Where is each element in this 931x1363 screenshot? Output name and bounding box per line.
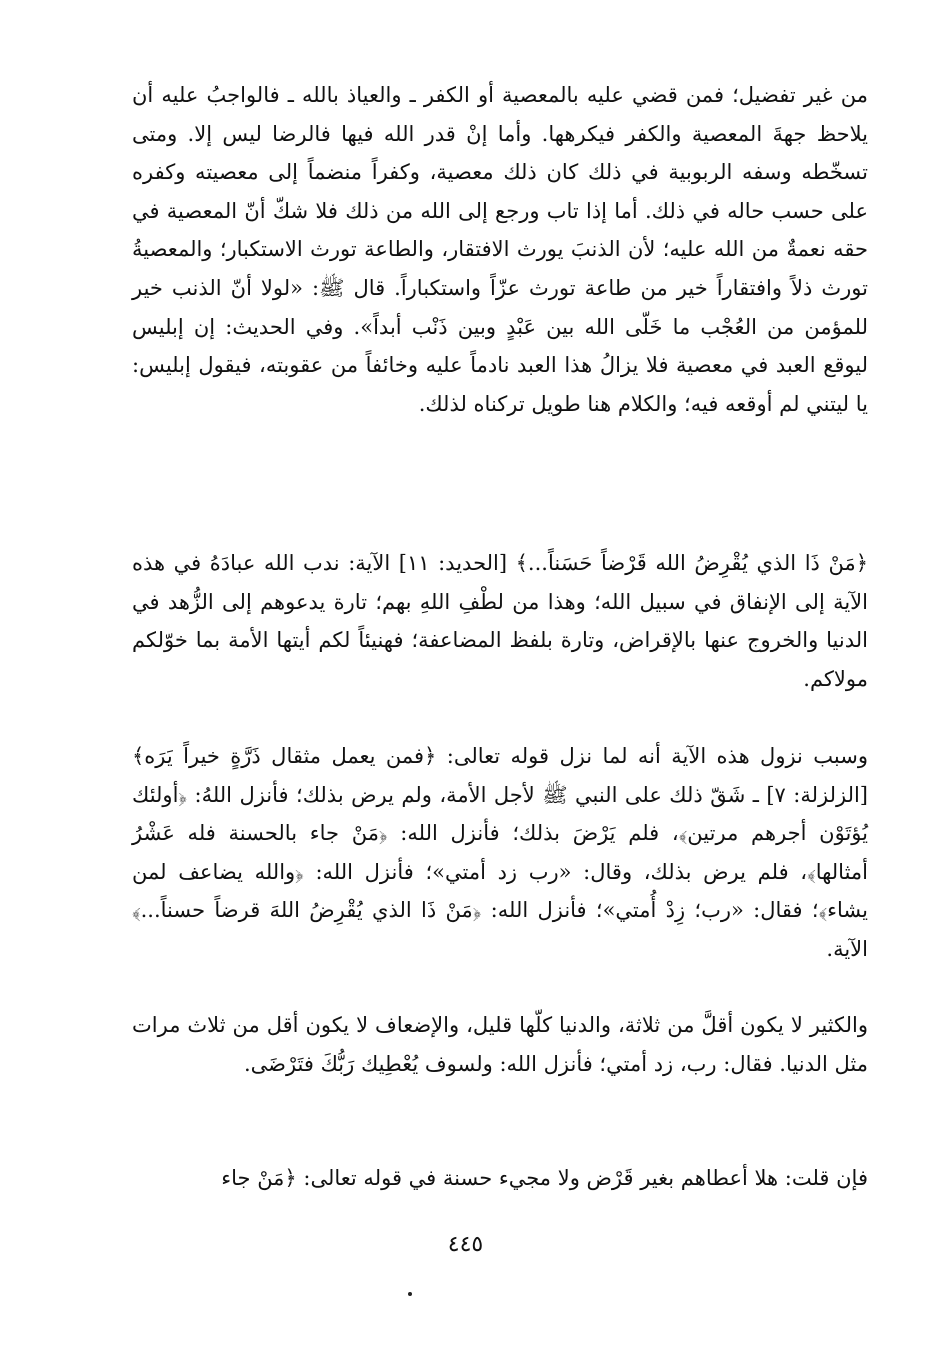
paragraph-4: والكثير لا يكون أقلَّ من ثلاثة، والدنيا كلّها قليل، والإضعاف لا يكون أقل من ثلاث مرات مثل الدنيا. فقال: رب، زد أمتي؛ فأنزل الله: ولسوف يُعْطِيك رَبُّكَ فتَرْضَى. bbox=[132, 1013, 868, 1076]
page-dot bbox=[408, 1292, 412, 1296]
paragraph-1: من غير تفضيل؛ فمن قضي عليه بالمعصية أو الكفر ـ والعياذ بالله ـ فالواجبُ عليه أن يلاحظ جهةَ المعصية والكفر فيكرهها. وأما إنْ قدر الله فيها فالرضا ليس إلا. ومتى تسخّطه وسفه الربوبية في ذلك كان ذلك معصية، وكفراً منضماً إلى معصيته وكفره على حسب حاله في ذلك. أما إذا تاب ورجع إلى الله من ذلك فلا شكّ أنّ المعصية في حقه نعمةٌ من الله عليه؛ لأن الذنبَ يورث الافتقار، والطاعة تورث الاستكبار؛ والمعصيةُ تورث ذلاً وافتقاراً خير من طاعة تورث عزّاً واستكباراً. قال ﷺ: «لولا أنّ الذنب خير للمؤمن من العُجْب ما خَلّى الله بين عَبْدٍ وبين ذَنْب أبداً». وفي الحديث: إن إبليس ليوقع العبد في معصية فلا يزالُ هذا العبد نادماً عليه وخائفاً من عقوبته، فيقول إبليس: يا ليتني لم أوقعه فيه؛ والكلام هنا طويل تركناه لذلك. bbox=[132, 83, 868, 416]
page-number: ٤٤٥ bbox=[447, 1232, 484, 1257]
paragraph-5: فإن قلت: هلا أعطاهم بغير قَرْض ولا مجيء حسنة في قوله تعالى: ﴿مَنْ جاء bbox=[221, 1166, 868, 1190]
paragraph-3: وسبب نزول هذه الآية أنه لما نزل قوله تعالى: ﴿فمن يعمل مثقال ذَرَّةٍ خيراً يَرَه﴾ [الزلزلة: ٧] ـ شَقّ ذلك على النبي ﷺ لأجل الأمة، ولم يرض بذلك؛ فأنزل اللهُ: ﴿أولئك يُؤتَوْن أجرهم مرتين﴾، فلم يَرْضَ بذلك؛ فأنزل الله: ﴿مَنْ جاء بالحسنة فله عَشْرُ أمثالها﴾، فلم يرض بذلك، وقال: «رب زد أمتي»؛ فأنزل الله: ﴿والله يضاعف لمن يشاء﴾؛ فقال: «رب؛ زِدْ أُمتي»؛ فأنزل الله: ﴿مَنْ ذَا الذي يُقْرِضُ اللهَ قرضاً حسناً...﴾ الآية. bbox=[132, 744, 869, 961]
paragraph-2: ﴿مَنْ ذَا الذي يُقْرِضُ الله قَرْضاً حَسَناً...﴾ [الحديد: ١١] الآية: ندب الله عبادَهُ في هذه الآية إلى الإنفاق في سبيل الله؛ وهذا من لطْفِ اللهِ بهم؛ تارة يدعوهم إلى الزُّهد في الدنيا والخروج عنها بالإقراض، وتارة بلفظ المضاعفة؛ فهنيئاً لكم أيتها الأمة بما خوّلكم مولاكم. bbox=[132, 551, 869, 691]
